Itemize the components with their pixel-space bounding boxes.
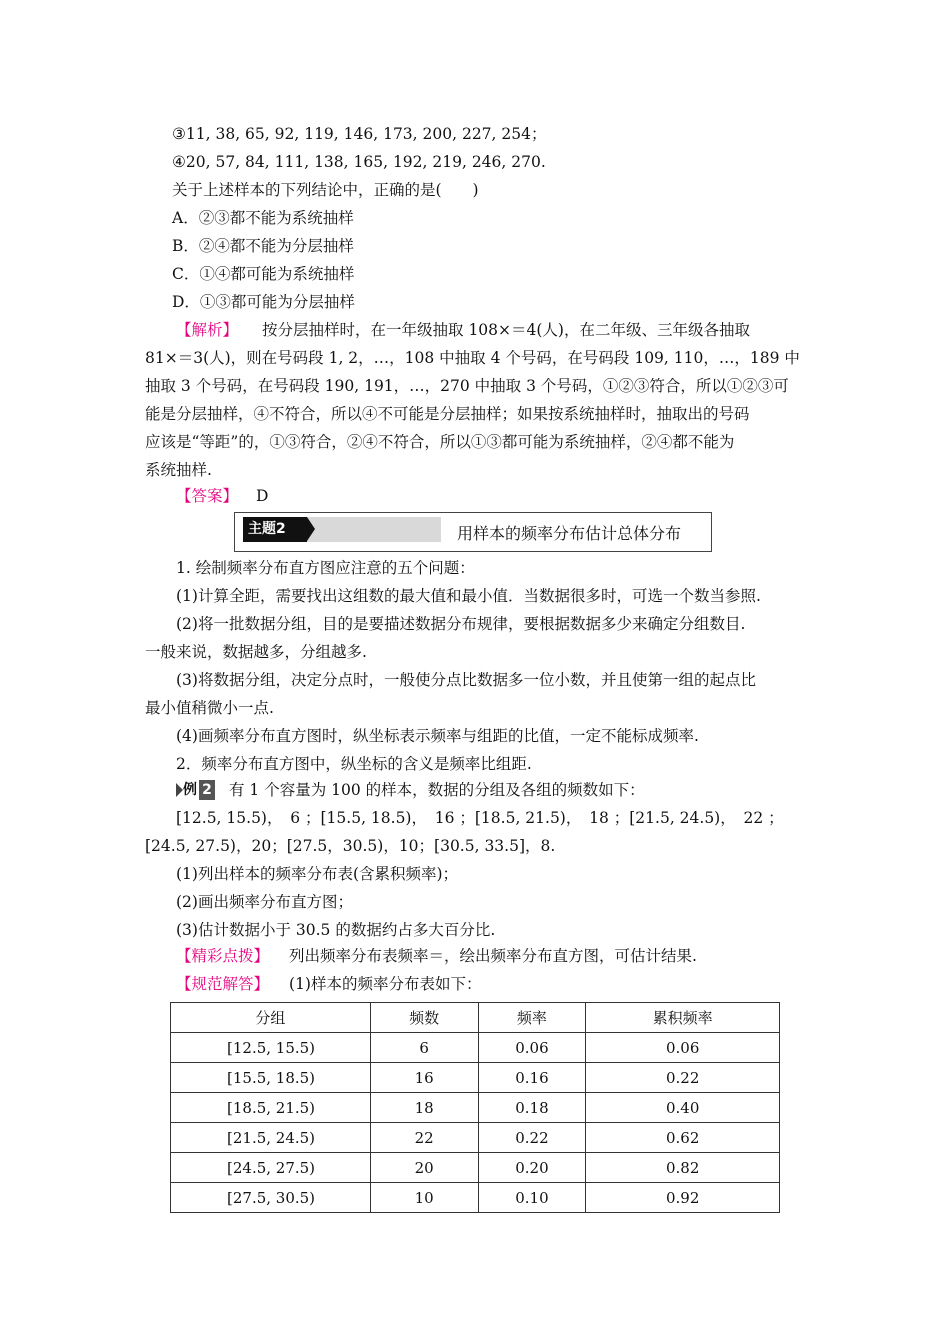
- analysis-line-2: 81×＝3(人)，则在号码段 1, 2，…，108 中抽取 4 个号码，在号码段 109, 110，…，189 中: [145, 349, 800, 367]
- frequency-table: [170, 1002, 780, 1213]
- note-line-3: (2)将一批数据分组，目的是要描述数据分布规律，要根据数据多少来确定分组数目.: [176, 615, 746, 633]
- example-line-4: (1)列出样本的频率分布表(含累积频率)；: [176, 865, 459, 883]
- example-line-6: (3)估计数据小于 30.5 的数据约占多大百分比.: [176, 921, 496, 939]
- table-cell: 0.82: [586, 1153, 780, 1183]
- answer-line: [176, 486, 268, 506]
- hint-text: 列出频率分布表频率＝，绘出频率分布直方图，可估计结果.: [289, 947, 697, 965]
- topic-tag: 主题2: [243, 517, 307, 542]
- option-a: A．②③都不能为系统抽样: [172, 209, 354, 227]
- table-cell: [12.5, 15.5): [171, 1033, 371, 1063]
- hint-line: [176, 946, 697, 966]
- topic-title: 用样本的频率分布估计总体分布: [457, 524, 682, 543]
- answer-value: D: [256, 487, 269, 505]
- example-line-1: [176, 780, 645, 800]
- note-line-6: 最小值稍微小一点.: [145, 699, 274, 717]
- table-cell: 0.06: [586, 1033, 780, 1063]
- topic-label-bar: [243, 517, 441, 542]
- table-cell: 0.16: [478, 1063, 586, 1093]
- example-number: 2: [199, 780, 215, 800]
- table-cell: [15.5, 18.5): [171, 1063, 371, 1093]
- analysis-line-3: 抽取 3 个号码，在号码段 190, 191，…，270 中抽取 3 个号码，①②③符合，所以①②③可: [145, 377, 789, 395]
- table-cell: 0.40: [586, 1093, 780, 1123]
- table-header: 频率: [478, 1003, 586, 1033]
- solution-text: (1)样本的频率分布表如下：: [289, 975, 482, 993]
- topic-header: [234, 512, 712, 552]
- table-cell: 0.18: [478, 1093, 586, 1123]
- table-cell: [21.5, 24.5): [171, 1123, 371, 1153]
- example-tag: 例: [183, 782, 197, 798]
- table-row: [171, 1033, 780, 1063]
- table-header-row: [171, 1003, 780, 1033]
- answer-tag: 【答案】: [176, 487, 239, 505]
- note-line-4: 一般来说，数据越多，分组越多.: [145, 643, 367, 661]
- note-line-5: (3)将数据分组，决定分点时，一般使分点比数据多一位小数，并且使第一组的起点比: [176, 671, 756, 689]
- table-row: [171, 1183, 780, 1213]
- table-cell: 0.22: [478, 1123, 586, 1153]
- analysis-text: 按分层抽样时，在一年级抽取 108×＝4(人)，在二年级、三年级各抽取: [262, 321, 750, 339]
- table-cell: [18.5, 21.5): [171, 1093, 371, 1123]
- table-row: [171, 1093, 780, 1123]
- analysis-line-6: 系统抽样.: [145, 461, 212, 479]
- table-cell: 0.22: [586, 1063, 780, 1093]
- example-line-2: [12.5, 15.5)， 6 ；[15.5, 18.5)， 16 ；[18.5, 21.5)， 18 ；[21.5, 24.5)， 22 ；: [176, 809, 784, 827]
- example-text: 有 1 个容量为 100 的样本，数据的分组及各组的频数如下：: [229, 781, 645, 799]
- note-line-7: (4)画频率分布直方图时，纵坐标表示频率与组距的比值，一定不能标成频率.: [176, 727, 699, 745]
- analysis-line-5: 应该是“等距”的，①③符合，②④不符合，所以①③都可能为系统抽样，②④都不能为: [145, 433, 735, 451]
- example-line-5: (2)画出频率分布直方图；: [176, 893, 353, 911]
- table-cell: 18: [370, 1093, 478, 1123]
- sample-line-3: ③11, 38, 65, 92, 119, 146, 173, 200, 227, 254；: [172, 125, 547, 143]
- table-row: [171, 1153, 780, 1183]
- analysis-line-1: [176, 320, 750, 340]
- analysis-tag: 【解析】: [176, 321, 239, 339]
- table-cell: 6: [370, 1033, 478, 1063]
- table-header: 累积频率: [586, 1003, 780, 1033]
- table-cell: 10: [370, 1183, 478, 1213]
- table-header: 分组: [171, 1003, 371, 1033]
- option-c: C．①④都可能为系统抽样: [172, 265, 355, 283]
- table-cell: 16: [370, 1063, 478, 1093]
- example-arrow-icon: [176, 783, 183, 797]
- table-row: [171, 1063, 780, 1093]
- table-row: [171, 1123, 780, 1153]
- table-cell: 20: [370, 1153, 478, 1183]
- solution-tag: 【规范解答】: [176, 975, 270, 993]
- table-cell: 22: [370, 1123, 478, 1153]
- table-cell: [24.5, 27.5): [171, 1153, 371, 1183]
- table-cell: 0.20: [478, 1153, 586, 1183]
- table-cell: 0.62: [586, 1123, 780, 1153]
- note-line-1: 1. 绘制频率分布直方图应注意的五个问题：: [176, 559, 475, 577]
- table-cell: 0.92: [586, 1183, 780, 1213]
- solution-line: [176, 974, 481, 994]
- option-b: B．②④都不能为分层抽样: [172, 237, 354, 255]
- note-line-2: (1)计算全距，需要找出这组数的最大值和最小值．当数据很多时，可选一个数当参照.: [176, 587, 761, 605]
- sample-line-4: ④20, 57, 84, 111, 138, 165, 192, 219, 246, 270.: [172, 153, 546, 171]
- example-line-3: [24.5, 27.5)，20；[27.5，30.5)，10；[30.5, 33.5]，8.: [145, 837, 556, 855]
- table-cell: 0.06: [478, 1033, 586, 1063]
- analysis-line-4: 能是分层抽样，④不符合，所以④不可能是分层抽样；如果按系统抽样时，抽取出的号码: [145, 405, 750, 423]
- option-d: D．①③都可能为分层抽样: [172, 293, 355, 311]
- table-header: 频数: [370, 1003, 478, 1033]
- question-text: 关于上述样本的下列结论中，正确的是( ): [172, 181, 479, 199]
- hint-tag: 【精彩点拨】: [176, 947, 270, 965]
- table-cell: [27.5, 30.5): [171, 1183, 371, 1213]
- table-cell: 0.10: [478, 1183, 586, 1213]
- note-line-8: 2．频率分布直方图中，纵坐标的含义是频率比组距.: [176, 755, 532, 773]
